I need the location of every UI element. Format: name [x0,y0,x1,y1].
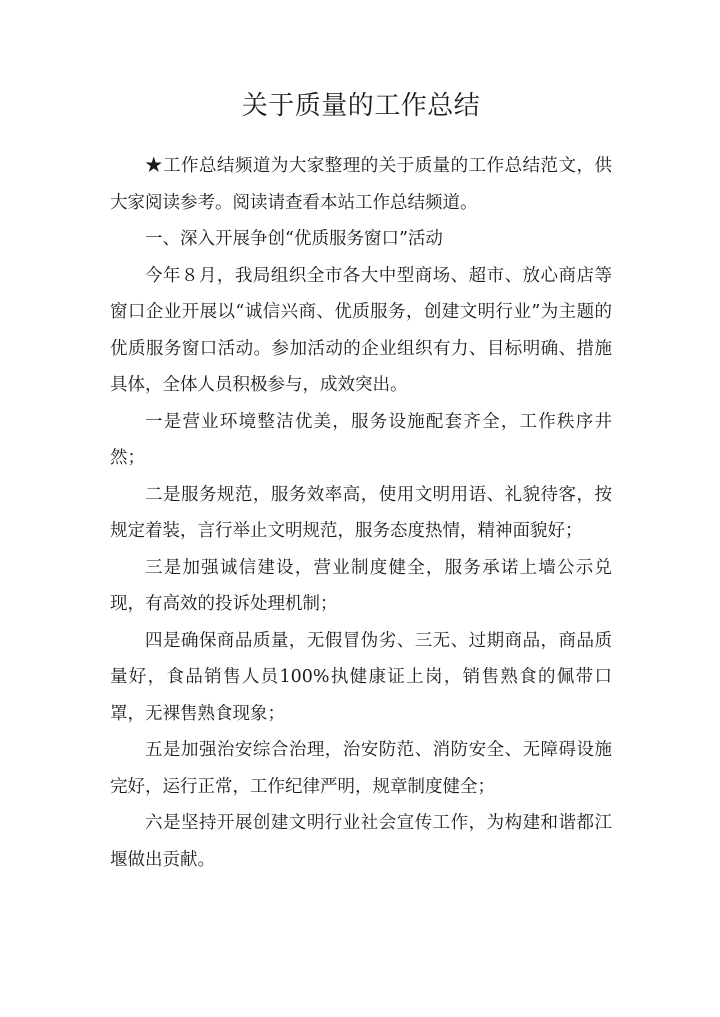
paragraph-activity: 今年８月，我局组织全市各大中型商场、超市、放心商店等窗口企业开展以“诚信兴商、优质服务，创建文明行业”为主题的优质服务窗口活动。参加活动的企业组织有力、目标明确、措施具体，全体人员积极参与，成效突出。 [110,265,612,395]
paragraph-point-6: 六是坚持开展创建文明行业社会宣传工作，为构建和谐都江堰做出贡献。 [110,813,612,870]
section-heading-1: 一、深入开展争创“优质服务窗口”活动 [145,229,443,249]
paragraph-intro: ★工作总结频道为大家整理的关于质量的工作总结范文，供大家阅读参考。阅读请查看本站工作总结频道。 [110,156,612,213]
paragraph-point-2: 二是服务规范，服务效率高，使用文明用语、礼貌待客，按规定着装，言行举止文明规范，服务态度热情，精神面貌好； [110,484,612,541]
paragraph-point-4: 四是确保商品质量，无假冒伪劣、三无、过期商品，商品质量好，食品销售人员100%执健康证上岗，销售熟食的佩带口罩，无裸售熟食现象； [110,630,612,724]
document-title: 关于质量的工作总结 [241,91,481,121]
paragraph-point-5: 五是加强治安综合治理，治安防范、消防安全、无障碍设施完好，运行正常，工作纪律严明，规章制度健全； [110,740,612,797]
paragraph-point-1: 一是营业环境整洁优美，服务设施配套齐全，工作秩序井然； [110,411,612,468]
paragraph-point-3: 三是加强诚信建设，营业制度健全，服务承诺上墙公示兑现，有高效的投诉处理机制； [110,557,612,614]
